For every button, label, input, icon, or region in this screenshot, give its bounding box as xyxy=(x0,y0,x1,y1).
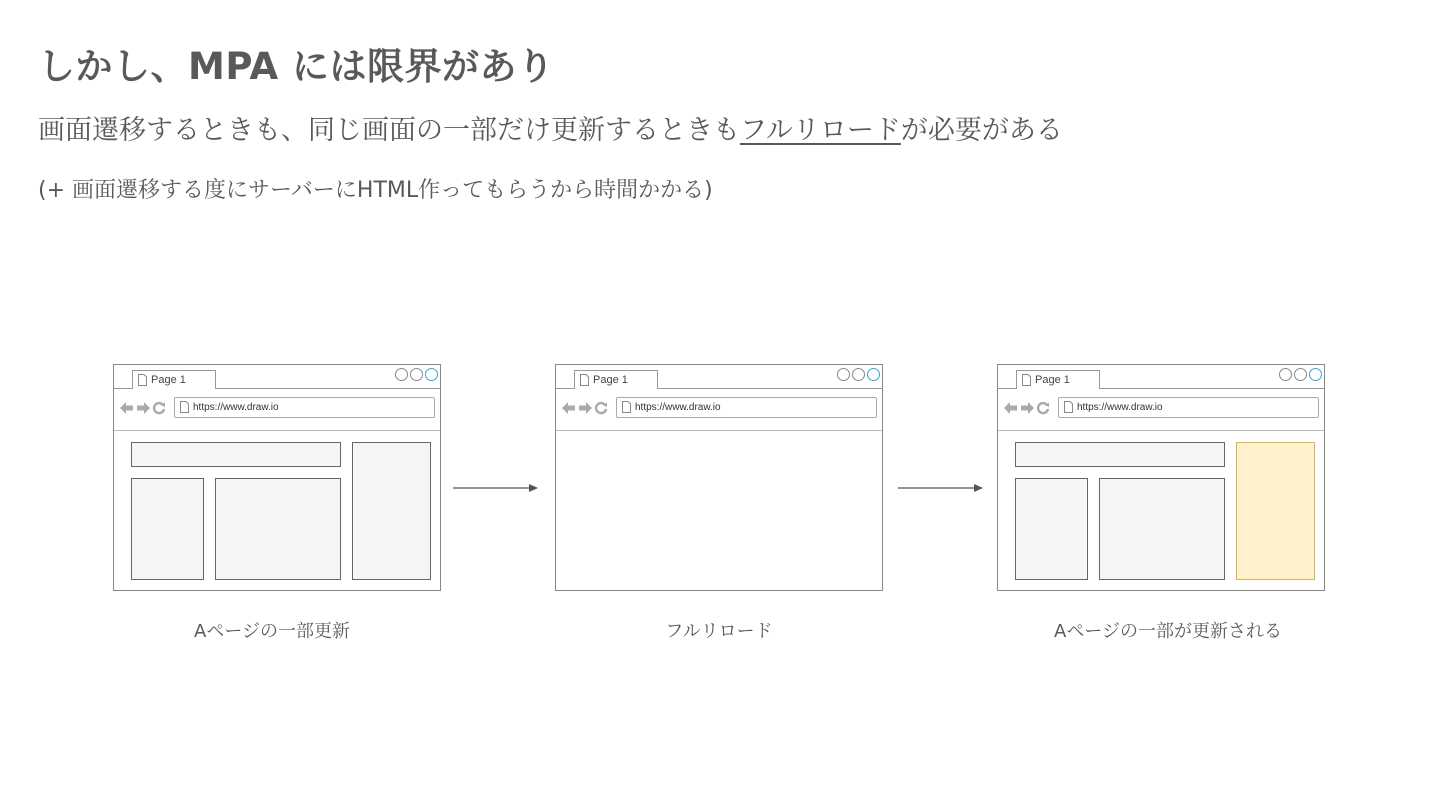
restore-icon xyxy=(1294,368,1307,381)
slide-title: しかし、MPA には限界があり xyxy=(38,45,555,88)
browser-tab xyxy=(1016,370,1100,389)
slide-subtitle xyxy=(38,108,1063,147)
nav-buttons xyxy=(1004,400,1050,416)
back-arrow-icon xyxy=(1004,402,1018,414)
window-controls xyxy=(395,368,438,381)
restore-icon xyxy=(410,368,423,381)
close-icon xyxy=(867,368,880,381)
browser-tab xyxy=(132,370,216,389)
browser-mockup-after xyxy=(997,364,1325,591)
forward-arrow-icon xyxy=(136,402,150,414)
toolbar-divider xyxy=(114,430,440,431)
reload-icon xyxy=(152,401,166,415)
url-bar xyxy=(1058,397,1319,418)
browser-mockup-reload xyxy=(555,364,883,591)
caption-after: Aページの一部が更新される xyxy=(1054,621,1282,642)
main-column-block xyxy=(215,478,341,580)
page-icon xyxy=(622,401,631,413)
restore-icon xyxy=(852,368,865,381)
main-column-block xyxy=(1099,478,1225,580)
page-icon xyxy=(138,374,147,386)
url-bar xyxy=(616,397,877,418)
forward-arrow-icon xyxy=(578,402,592,414)
browser-tab xyxy=(574,370,658,389)
slide-note: (+ 画面遷移する度にサーバーにHTML作ってもらうから時間かかる) xyxy=(38,178,713,203)
toolbar-divider xyxy=(556,430,882,431)
page-icon xyxy=(180,401,189,413)
tab-label: Page 1 xyxy=(593,374,628,386)
minimize-icon xyxy=(395,368,408,381)
caption-before: Aページの一部更新 xyxy=(194,621,350,642)
subtitle-emphasis: フルリロード xyxy=(740,115,901,146)
back-arrow-icon xyxy=(120,402,134,414)
updated-right-column-block xyxy=(1236,442,1315,580)
url-bar xyxy=(174,397,435,418)
reload-icon xyxy=(594,401,608,415)
url-text: https://www.draw.io xyxy=(1077,402,1163,413)
nav-buttons xyxy=(120,400,166,416)
url-text: https://www.draw.io xyxy=(193,402,279,413)
url-text: https://www.draw.io xyxy=(635,402,721,413)
left-column-block xyxy=(131,478,204,580)
minimize-icon xyxy=(837,368,850,381)
window-controls xyxy=(837,368,880,381)
close-icon xyxy=(425,368,438,381)
header-block xyxy=(1015,442,1225,467)
arrow-right-icon xyxy=(897,482,985,494)
left-column-block xyxy=(1015,478,1088,580)
caption-reload: フルリロード xyxy=(665,621,773,642)
page-icon xyxy=(580,374,589,386)
tab-label: Page 1 xyxy=(151,374,186,386)
back-arrow-icon xyxy=(562,402,576,414)
header-block xyxy=(131,442,341,467)
nav-buttons xyxy=(562,400,608,416)
close-icon xyxy=(1309,368,1322,381)
tab-label: Page 1 xyxy=(1035,374,1070,386)
reload-icon xyxy=(1036,401,1050,415)
page-icon xyxy=(1022,374,1031,386)
page-icon xyxy=(1064,401,1073,413)
subtitle-text-post: が必要がある xyxy=(900,115,1063,146)
arrow-right-icon xyxy=(452,482,540,494)
forward-arrow-icon xyxy=(1020,402,1034,414)
browser-mockup-before xyxy=(113,364,441,591)
subtitle-text-pre: 画面遷移するときも、同じ画面の一部だけ更新するときも xyxy=(38,115,740,146)
minimize-icon xyxy=(1279,368,1292,381)
toolbar-divider xyxy=(998,430,1324,431)
window-controls xyxy=(1279,368,1322,381)
right-column-block xyxy=(352,442,431,580)
